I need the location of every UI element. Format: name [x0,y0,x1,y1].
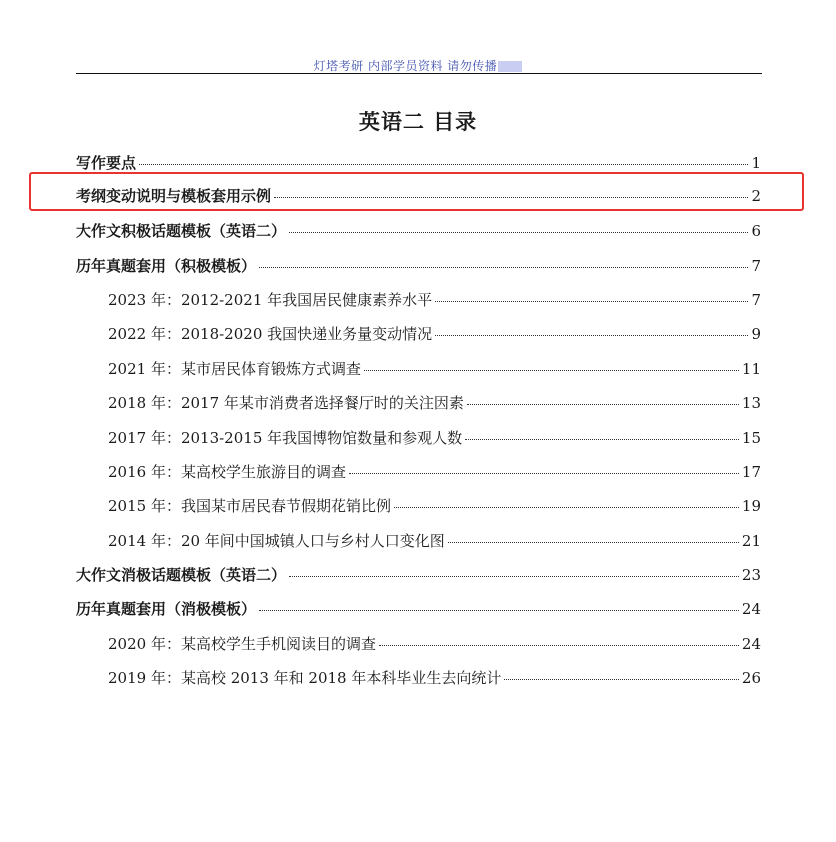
toc-entry[interactable] [108,461,761,483]
toc-page-number: 2 [751,187,761,205]
toc-entry-label: 历年真题套用（消极模板） [76,600,257,618]
toc-entry-label: 2021 年：某市居民体育锻炼方式调查 [108,360,361,378]
toc-entry[interactable] [76,255,761,277]
toc-page-number: 21 [741,532,761,550]
toc-page-number: 17 [741,463,761,481]
toc-entry-label: 写作要点 [76,154,137,172]
document-header [0,57,836,74]
toc-entry-label: 2020 年：某高校学生手机阅读目的调查 [108,635,376,653]
toc-leader-dots [259,610,739,611]
toc-entry[interactable] [108,633,761,655]
toc-page-number: 26 [741,669,761,687]
toc-page-number: 23 [741,566,761,584]
toc-leader-dots [435,301,748,302]
toc-entry[interactable] [108,495,761,517]
toc-entry[interactable] [108,667,761,689]
toc-leader-dots [289,232,748,233]
toc-leader-dots [364,370,739,371]
toc-entry-label: 2019 年：某高校 2013 年和 2018 年本科毕业生去向统计 [108,669,502,687]
toc-leader-dots [394,507,739,508]
toc-entry-label: 大作文消极话题模板（英语二） [76,566,287,584]
toc-page-number: 9 [751,325,761,343]
toc-entry-label: 2015 年：我国某市居民春节假期花销比例 [108,497,391,515]
toc-entry[interactable] [76,220,761,242]
toc-page-number: 7 [751,291,761,309]
toc-leader-dots [139,164,748,165]
page-title: 英语二 目录 [358,110,478,134]
toc-entry[interactable] [108,530,761,552]
toc-entry[interactable] [108,323,761,345]
toc-leader-dots [349,473,739,474]
header-text: 灯塔考研 内部学员资料 请勿传播 [313,59,498,73]
toc-entry-label: 2016 年：某高校学生旅游目的调查 [108,463,346,481]
toc-page-number: 1 [751,154,761,172]
toc-entry[interactable] [76,564,761,586]
toc-entry-label: 考纲变动说明与模板套用示例 [76,187,272,205]
selection-highlight [498,61,522,72]
toc-leader-dots [379,645,739,646]
toc-page-number: 19 [741,497,761,515]
toc-entry[interactable] [108,427,761,449]
toc-entry[interactable] [108,392,761,414]
toc-entry-label: 历年真题套用（积极模板） [76,257,257,275]
toc-entry-label: 2014 年：20 年间中国城镇人口与乡村人口变化图 [108,532,445,550]
toc-entry[interactable] [108,289,761,311]
toc-entry[interactable] [108,358,761,380]
toc-leader-dots [435,335,748,336]
toc-leader-dots [467,404,739,405]
toc-page-number: 13 [741,394,761,412]
toc-entry[interactable] [76,598,761,620]
toc-entry-label: 2017 年：2013-2015 年我国博物馆数量和参观人数 [108,429,463,447]
toc-entry[interactable] [76,152,761,174]
highlight-box [29,172,804,211]
toc-leader-dots [259,267,748,268]
toc-leader-dots [289,576,739,577]
toc-page-number: 24 [741,600,761,618]
toc-leader-dots [465,439,739,440]
toc-page-number: 15 [741,429,761,447]
toc-entry-label: 大作文积极话题模板（英语二） [76,222,287,240]
toc-leader-dots [448,542,739,543]
toc-entry-label: 2022 年：2018-2020 我国快递业务量变动情况 [108,325,433,343]
toc-leader-dots [504,679,739,680]
toc-page-number: 7 [751,257,761,275]
toc-page-number: 24 [741,635,761,653]
toc-entry-label: 2023 年：2012-2021 年我国居民健康素养水平 [108,291,433,309]
toc-page-number: 6 [751,222,761,240]
toc-entry-label: 2018 年：2017 年某市消费者选择餐厅时的关注因素 [108,394,464,412]
header-divider [76,73,762,74]
toc-page-number: 11 [741,360,761,378]
